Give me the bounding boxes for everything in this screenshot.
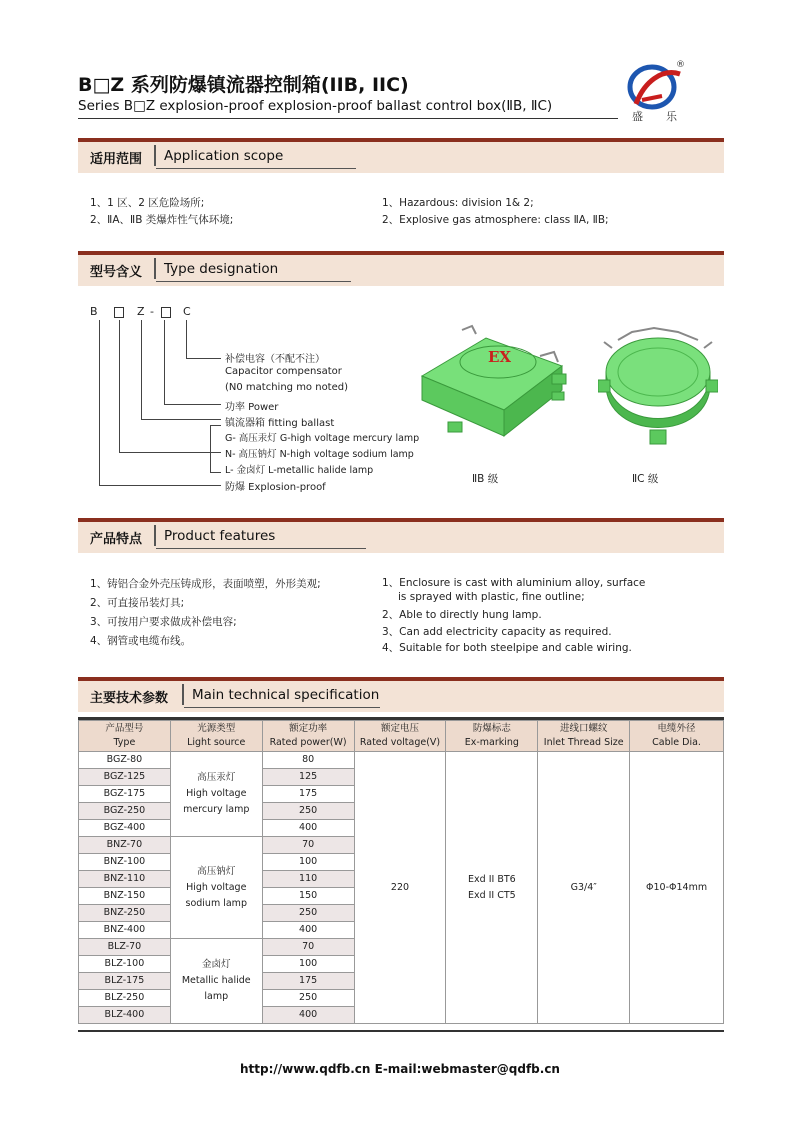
page-title: B□Z 系列防爆镇流器控制箱(IIB, IIC) (78, 74, 409, 96)
cell-power: 150 (262, 888, 354, 905)
section-title-en: Application scope (164, 148, 284, 164)
section-application-scope (78, 138, 724, 173)
application-cn-2: 2、ⅡA、ⅡB 类爆炸性气体环境; (90, 214, 234, 226)
code-placeholder-2 (161, 307, 171, 318)
product-image-iic (598, 322, 718, 454)
designation-explosion-proof: 防爆 Explosion-proof (225, 482, 326, 493)
feature-en-1: 1、Enclosure is cast with aluminium alloy, surface (382, 577, 646, 589)
application-cn-1: 1、1 区、2 区危险场所; (90, 197, 205, 209)
cell-power: 175 (262, 786, 354, 803)
cell-cable-dia: Φ10-Φ14mm (630, 752, 724, 1024)
cell-power: 125 (262, 769, 354, 786)
section-title-cn: 型号含义 (90, 265, 143, 280)
cell-type: BNZ-250 (79, 905, 171, 922)
page-subtitle: Series B□Z explosion-proof explosion-proof ballast control box(ⅡB, ⅡC) (78, 98, 553, 114)
cell-light-source-sodium: 高压钠灯 High voltage sodium lamp (170, 837, 262, 939)
code-placeholder-1 (114, 307, 124, 318)
cell-power: 250 (262, 990, 354, 1007)
designation-capacitor-en: Capacitor compensator (225, 366, 342, 377)
product-image-iib (412, 318, 588, 444)
feature-cn-1: 1、铸铝合金外壳压铸成形，表面喷塑，外形美观; (90, 578, 321, 590)
registered-mark: ® (676, 60, 685, 70)
application-en-1: 1、Hazardous: division 1& 2; (382, 197, 534, 209)
code-letter-c: C (183, 305, 191, 318)
title-underline (78, 118, 618, 119)
section-title-cn: 主要技术参数 (90, 691, 169, 706)
cell-light-source-mercury: 高压汞灯 High voltage mercury lamp (170, 752, 262, 837)
caption-iic: ⅡC 级 (632, 473, 659, 485)
cell-power: 100 (262, 854, 354, 871)
cell-power: 70 (262, 837, 354, 854)
designation-l: L- 金卤灯 L-metallic halide lamp (225, 465, 374, 476)
cell-power: 80 (262, 752, 354, 769)
code-letter-b: B (90, 305, 98, 318)
designation-ballast: 镇流器箱 fitting ballast (225, 418, 335, 429)
cell-ex-marking: Exd II BT6 Exd II CT5 (446, 752, 538, 1024)
cell-inlet-thread: G3/4″ (538, 752, 630, 1024)
cell-type: BGZ-175 (79, 786, 171, 803)
cell-type: BGZ-400 (79, 820, 171, 837)
footer-contact: http://www.qdfb.cn E-mail:webmaster@qdfb.cn (240, 1062, 560, 1076)
section-main-spec (78, 677, 724, 712)
designation-g: G- 高压汞灯 G-high voltage mercury lamp (225, 433, 420, 444)
section-product-features (78, 518, 724, 553)
cell-rated-voltage: 220 (354, 752, 446, 1024)
cell-power: 110 (262, 871, 354, 888)
table-header-row (79, 721, 724, 752)
header-rated-voltage: 额定电压 Rated voltage(V) (354, 721, 446, 752)
header-rated-power: 额定功率 Rated power(W) (262, 721, 354, 752)
section-title-en: Product features (164, 528, 276, 544)
cell-type: BLZ-100 (79, 956, 171, 973)
cell-power: 250 (262, 803, 354, 820)
cell-power: 400 (262, 820, 354, 837)
header-cable-dia: 电缆外径 Cable Dia. (630, 721, 724, 752)
cell-power: 400 (262, 922, 354, 939)
designation-n: N- 高压钠灯 N-high voltage sodium lamp (225, 449, 414, 460)
header-inlet-thread: 进线口螺纹 Inlet Thread Size (538, 721, 630, 752)
cell-power: 100 (262, 956, 354, 973)
feature-cn-4: 4、钢管或电缆布线。 (90, 635, 192, 647)
header-light-source: 光源类型 Light source (170, 721, 262, 752)
table-bottom-rule (78, 1030, 724, 1032)
designation-power: 功率 Power (225, 402, 279, 413)
spec-table (78, 720, 724, 1024)
feature-cn-3: 3、可按用户要求做成补偿电容; (90, 616, 237, 628)
feature-cn-2: 2、可直接吊装灯具; (90, 597, 185, 609)
cell-type: BGZ-250 (79, 803, 171, 820)
feature-en-2: 2、Able to directly hung lamp. (382, 609, 542, 621)
cell-power: 250 (262, 905, 354, 922)
section-title-en: Main technical specification (192, 687, 380, 703)
cell-type: BLZ-250 (79, 990, 171, 1007)
caption-iib: ⅡB 级 (472, 473, 499, 485)
cell-type: BLZ-70 (79, 939, 171, 956)
application-en-2: 2、Explosive gas atmosphere: class ⅡA, ⅡB; (382, 214, 609, 226)
header-type: 产品型号 Type (79, 721, 171, 752)
code-dash: - (150, 305, 154, 318)
table-row (79, 752, 724, 769)
cell-power: 70 (262, 939, 354, 956)
code-letter-z: Z (137, 305, 145, 318)
cell-type: BNZ-110 (79, 871, 171, 888)
section-type-designation (78, 251, 724, 286)
section-title-cn: 适用范围 (90, 152, 143, 167)
logo-char-1: 盛 (632, 110, 643, 123)
cell-type: BNZ-100 (79, 854, 171, 871)
feature-en-1b: is sprayed with plastic, fine outline; (398, 591, 585, 603)
cell-type: BLZ-175 (79, 973, 171, 990)
ex-label: EX (488, 348, 512, 366)
type-code (90, 305, 210, 319)
cell-type: BLZ-400 (79, 1007, 171, 1024)
logo-char-2: 乐 (666, 110, 677, 123)
company-logo (622, 60, 696, 126)
cell-type: BNZ-70 (79, 837, 171, 854)
cell-type: BGZ-80 (79, 752, 171, 769)
feature-en-3: 3、Can add electricity capacity as required. (382, 626, 612, 638)
header-ex-marking: 防爆标志 Ex-marking (446, 721, 538, 752)
designation-capacitor-note: (N0 matching mo noted) (225, 382, 349, 393)
cell-type: BNZ-400 (79, 922, 171, 939)
feature-en-4: 4、Suitable for both steelpipe and cable wiring. (382, 642, 632, 654)
cell-type: BNZ-150 (79, 888, 171, 905)
cell-light-source-halide: 金卤灯 Metallic halide lamp (170, 939, 262, 1024)
cell-type: BGZ-125 (79, 769, 171, 786)
section-title-en: Type designation (164, 261, 279, 277)
cell-power: 175 (262, 973, 354, 990)
designation-capacitor-cn: 补偿电容（不配不注） (225, 354, 325, 365)
cell-power: 400 (262, 1007, 354, 1024)
section-title-cn: 产品特点 (90, 532, 143, 547)
